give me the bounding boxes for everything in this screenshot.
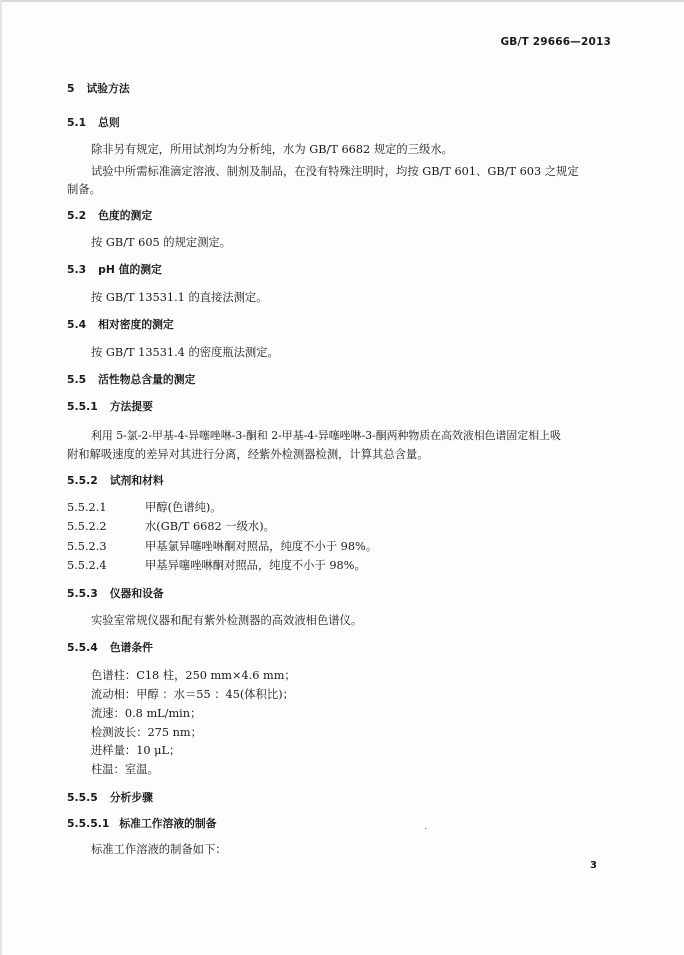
section-number: 5.5.5.1 [67, 817, 110, 830]
scan-edge-top [0, 0, 684, 2]
section-number: 5 [67, 82, 75, 95]
standard-number: GB/T 29666—2013 [500, 36, 611, 48]
section-title: 色谱条件 [109, 641, 153, 654]
section-number: 5.5.5 [67, 791, 98, 804]
section-heading-5-5-5-1 [67, 817, 217, 831]
section-heading-5-2 [67, 209, 152, 223]
section-title: 试剂和材料 [109, 474, 164, 487]
paragraph-continuation: 制备。 [67, 183, 101, 196]
item-number: 5.5.2.2 [67, 520, 107, 533]
item-text: 甲基氯异噻唑啉酮对照品，纯度不小于 98%。 [145, 540, 378, 553]
chromatography-condition: 流动相：甲醇 ：水＝55 ：45(体积比)； [91, 688, 294, 701]
item-number: 5.5.2.1 [67, 501, 107, 514]
item-number: 5.5.2.4 [67, 559, 107, 572]
list-item [67, 559, 366, 573]
section-title: 试验方法 [86, 82, 130, 95]
list-item [67, 501, 222, 515]
section-title: 活性物总含量的测定 [98, 373, 196, 386]
scan-edge-left [0, 0, 2, 955]
chromatography-condition: 流速：0.8 mL/min； [91, 707, 202, 720]
item-number: 5.5.2.3 [67, 540, 107, 553]
paragraph: 按 GB/T 605 的规定测定。 [91, 236, 232, 249]
section-heading-5-5-5 [67, 791, 153, 805]
section-heading-5-5-3 [67, 587, 164, 601]
chromatography-condition: 色谱柱：C18 柱，250 mm×4.6 mm； [91, 669, 296, 682]
chromatography-condition: 进样量：10 μL； [91, 744, 181, 757]
section-number: 5.2 [67, 209, 87, 222]
paragraph: 试验中所需标准滴定溶液、制剂及制品，在没有特殊注明时，均按 GB/T 601、GB/T 603 之规定 [91, 165, 579, 178]
section-number: 5.5.2 [67, 474, 98, 487]
section-heading-5-3 [67, 263, 162, 277]
section-heading-5-4 [67, 318, 174, 332]
list-item [67, 520, 275, 534]
section-title: 色度的测定 [98, 209, 153, 222]
section-title: 总则 [98, 116, 120, 129]
section-heading-5-5-4 [67, 641, 153, 655]
page-number: 3 [590, 860, 597, 871]
paragraph: 实验室常规仪器和配有紫外检测器的高效液相色谱仪。 [91, 614, 363, 627]
section-number: 5.5 [67, 373, 87, 386]
section-heading-5-1 [67, 116, 120, 130]
list-item [67, 540, 377, 554]
section-title: 相对密度的测定 [98, 318, 174, 331]
section-number: 5.4 [67, 318, 87, 331]
paragraph: 按 GB/T 13531.1 的直接法测定。 [91, 291, 268, 304]
section-heading-5-5 [67, 373, 195, 387]
scan-speck: ⸼ [425, 819, 428, 830]
section-title: 方法提要 [109, 400, 153, 413]
item-text: 甲基异噻唑啉酮对照品，纯度不小于 98%。 [145, 559, 366, 572]
section-number: 5.3 [67, 263, 87, 276]
paragraph: 按 GB/T 13531.4 的密度瓶法测定。 [91, 346, 279, 359]
paragraph: 利用 5-氯-2-甲基-4-异噻唑啉-3-酮和 2-甲基-4-异噻唑啉-3-酮两种物质在高效液相色谱固定相上吸 [91, 429, 561, 442]
section-title: pH 值的测定 [98, 263, 162, 276]
section-title: 分析步骤 [109, 791, 153, 804]
paragraph: 除非另有规定，所用试剂均为分析纯，水为 GB/T 6682 规定的三级水。 [91, 143, 453, 156]
section-title: 仪器和设备 [109, 587, 164, 600]
section-number: 5.5.3 [67, 587, 98, 600]
section-heading-5-5-1 [67, 400, 153, 414]
item-text: 水(GB/T 6682 一级水)。 [145, 520, 275, 533]
section-number: 5.5.4 [67, 641, 98, 654]
section-number: 5.1 [67, 116, 87, 129]
paragraph: 标准工作溶液的制备如下： [91, 843, 227, 856]
section-number: 5.5.1 [67, 400, 98, 413]
section-heading-5-5-2 [67, 474, 164, 488]
item-text: 甲醇(色谱纯)。 [145, 501, 222, 514]
chromatography-condition: 柱温：室温。 [91, 763, 159, 776]
chromatography-condition: 检测波长：275 nm； [91, 726, 202, 739]
section-heading-5 [67, 82, 130, 96]
section-title: 标准工作溶液的制备 [119, 817, 217, 830]
paragraph-continuation: 附和解吸速度的差异对其进行分离，经紫外检测器检测，计算其总含量。 [67, 448, 429, 461]
